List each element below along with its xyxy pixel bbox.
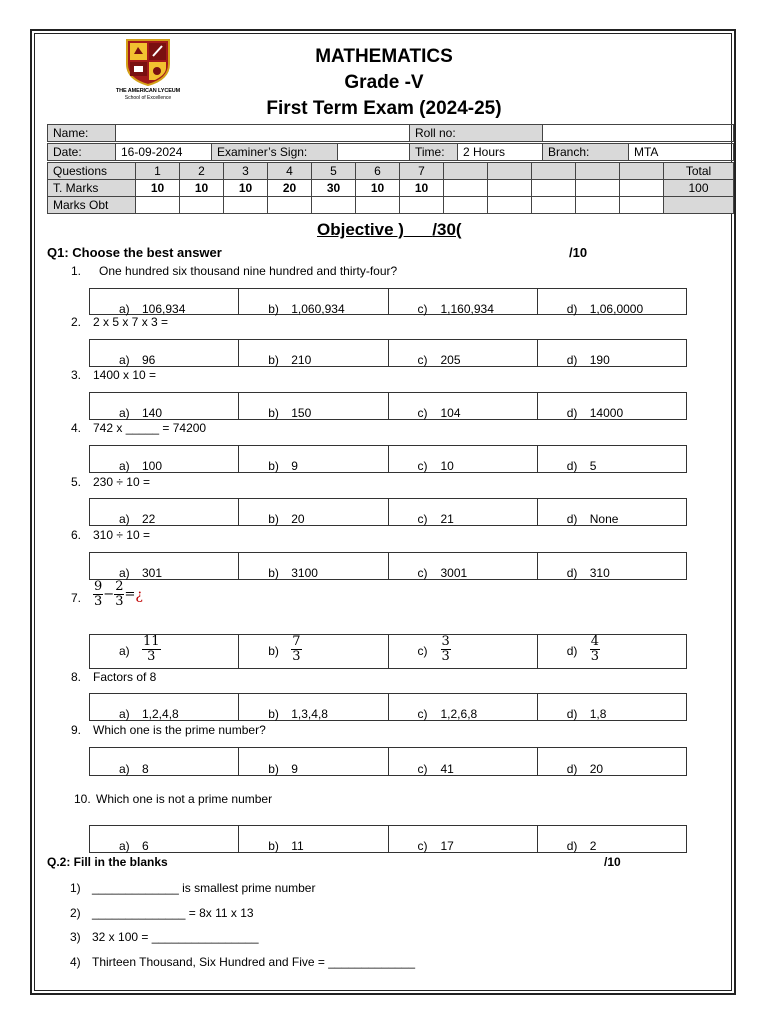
option-d[interactable]: d) 5: [537, 446, 686, 473]
question-text: 310 ÷ 10 =: [93, 528, 150, 542]
questions-row: [48, 163, 734, 180]
question-marks: 30: [312, 180, 356, 197]
option-a[interactable]: a) 106,934: [90, 289, 239, 315]
exam-info-row: [47, 143, 734, 161]
questions-label: Questions: [48, 163, 136, 180]
options-row: [89, 288, 687, 315]
blank-text: _____________ is smallest prime number: [92, 881, 316, 895]
branch-label: Branch:: [543, 144, 629, 161]
option-c[interactable]: c) 17: [388, 826, 537, 853]
option-c[interactable]: c) 10: [388, 446, 537, 473]
option-a[interactable]: a) 8: [90, 748, 239, 776]
date-label: Date:: [48, 144, 116, 161]
option-b[interactable]: b) 9: [239, 748, 388, 776]
option-b[interactable]: b) 9: [239, 446, 388, 473]
section1-marks: /10: [569, 245, 588, 260]
examiner-sign-field[interactable]: [338, 144, 410, 161]
section2-marks: /10: [604, 855, 621, 869]
option-b[interactable]: b) 3100: [239, 553, 388, 580]
option-d[interactable]: d) $\frac{4}{3}$: [537, 635, 686, 669]
school-crest-icon: [125, 38, 171, 86]
options-row: [89, 392, 687, 420]
option-a[interactable]: a) 301: [90, 553, 239, 580]
option-c[interactable]: c) 21: [388, 499, 537, 526]
section1-title: Q1: Choose the best answer: [47, 245, 222, 260]
question-text: 2 x 5 x 7 x 3 =: [93, 315, 169, 329]
question-text: 1400 x 10 =: [93, 368, 157, 382]
exam-title: First Term Exam (2024-25): [266, 98, 502, 119]
option-b[interactable]: b) 1,3,4,8: [239, 694, 388, 721]
option-d[interactable]: d) 20: [537, 748, 686, 776]
options-row: [89, 634, 687, 669]
option-a[interactable]: a) 6: [90, 826, 239, 853]
objective-marks: /30(: [432, 220, 462, 239]
option-b[interactable]: b) 11: [239, 826, 388, 853]
option-a[interactable]: a) 140: [90, 393, 239, 420]
objective-heading: [317, 220, 462, 240]
blank-text: ______________ = 8x 11 x 13: [92, 906, 254, 920]
options-row: [89, 552, 687, 580]
question-text: Factors of 8: [93, 670, 157, 684]
option-c[interactable]: c) 104: [388, 393, 537, 420]
examiner-label: Examiner’s Sign:: [212, 144, 338, 161]
options-row: [89, 825, 687, 853]
question-marks: 10: [224, 180, 268, 197]
option-a[interactable]: a) 100: [90, 446, 239, 473]
question-number: 4: [268, 163, 312, 180]
roll-field[interactable]: [543, 125, 734, 142]
option-d[interactable]: d) 1,06,0000: [537, 289, 686, 315]
question-marks: 10: [180, 180, 224, 197]
grade-title: Grade -V: [344, 72, 424, 93]
options-row: [89, 498, 687, 526]
option-a[interactable]: a) 22: [90, 499, 239, 526]
question-marks: 20: [268, 180, 312, 197]
option-c[interactable]: c) 205: [388, 340, 537, 367]
school-name: THE AMERICAN LYCEUM: [115, 88, 181, 94]
option-a[interactable]: a) 96: [90, 340, 239, 367]
subject-title: MATHEMATICS: [315, 46, 453, 67]
school-tagline: School of Excellence: [124, 95, 172, 101]
question-text: 742 x _____ = 74200: [93, 421, 207, 435]
marks-table: [47, 162, 734, 214]
total-marks-row: [48, 180, 734, 197]
marks-obtained-total[interactable]: [664, 197, 734, 214]
section2-title: Q.2: Fill in the blanks: [47, 855, 168, 869]
question-marks: 10: [400, 180, 444, 197]
option-c[interactable]: c) $\frac{3}{3}$: [388, 635, 537, 669]
total-marks-value: 100: [664, 180, 734, 197]
total-label: Total: [664, 163, 734, 180]
student-info-row: [47, 124, 734, 142]
option-c[interactable]: c) 3001: [388, 553, 537, 580]
option-c[interactable]: c) 1,2,6,8: [388, 694, 537, 721]
option-b[interactable]: b) 20: [239, 499, 388, 526]
question-number: 1: [136, 163, 180, 180]
objective-label: Objective ): [317, 220, 404, 239]
time-value: 2 Hours: [458, 144, 543, 161]
question-expression: $\frac{9}{3}$ − $\frac{2}{3}$ = ¿: [94, 579, 143, 609]
blank-text: Thirteen Thousand, Six Hundred and Five = _____________: [92, 955, 416, 969]
time-label: Time:: [410, 144, 458, 161]
school-logo: [108, 38, 188, 104]
options-row: [89, 445, 687, 473]
question-number: 2: [180, 163, 224, 180]
name-field[interactable]: [116, 125, 410, 142]
question-text: Which one is the prime number?: [93, 723, 266, 737]
option-b[interactable]: b) 1,060,934: [239, 289, 388, 315]
date-value: 16-09-2024: [116, 144, 212, 161]
marks-obtained-label: Marks Obt: [48, 197, 136, 214]
tmarks-label: T. Marks: [48, 180, 136, 197]
options-row: [89, 693, 687, 721]
question-text: One hundred six thousand nine hundred and thirty-four?: [99, 264, 398, 278]
option-a[interactable]: a) $\frac{11}{3}$: [90, 635, 239, 669]
option-d[interactable]: d) None: [537, 499, 686, 526]
option-b[interactable]: b) 210: [239, 340, 388, 367]
option-a[interactable]: a) 1,2,4,8: [90, 694, 239, 721]
question-number: 6: [356, 163, 400, 180]
option-d[interactable]: d) 14000: [537, 393, 686, 420]
option-d[interactable]: d) 190: [537, 340, 686, 367]
roll-label: Roll no:: [410, 125, 543, 142]
question-text: 230 ÷ 10 =: [93, 475, 150, 489]
option-c[interactable]: c) 41: [388, 748, 537, 776]
name-label: Name:: [48, 125, 116, 142]
question-marks: 10: [356, 180, 400, 197]
question-number: 7: [400, 163, 444, 180]
option-b[interactable]: b) $\frac{7}{3}$: [239, 635, 388, 669]
question-number: 5: [312, 163, 356, 180]
options-row: [89, 747, 687, 776]
question-number: 3: [224, 163, 268, 180]
marks-obtained-row: [48, 197, 734, 214]
branch-value: MTA: [629, 144, 734, 161]
question-marks: 10: [136, 180, 180, 197]
question-text: Which one is not a prime number: [96, 792, 273, 806]
options-row: [89, 339, 687, 367]
option-c[interactable]: c) 1,160,934: [388, 289, 537, 315]
option-b[interactable]: b) 150: [239, 393, 388, 420]
blank-text: 32 x 100 = ________________: [92, 930, 259, 944]
option-d[interactable]: d) 2: [537, 826, 686, 853]
option-d[interactable]: d) 310: [537, 553, 686, 580]
option-d[interactable]: d) 1,8: [537, 694, 686, 721]
